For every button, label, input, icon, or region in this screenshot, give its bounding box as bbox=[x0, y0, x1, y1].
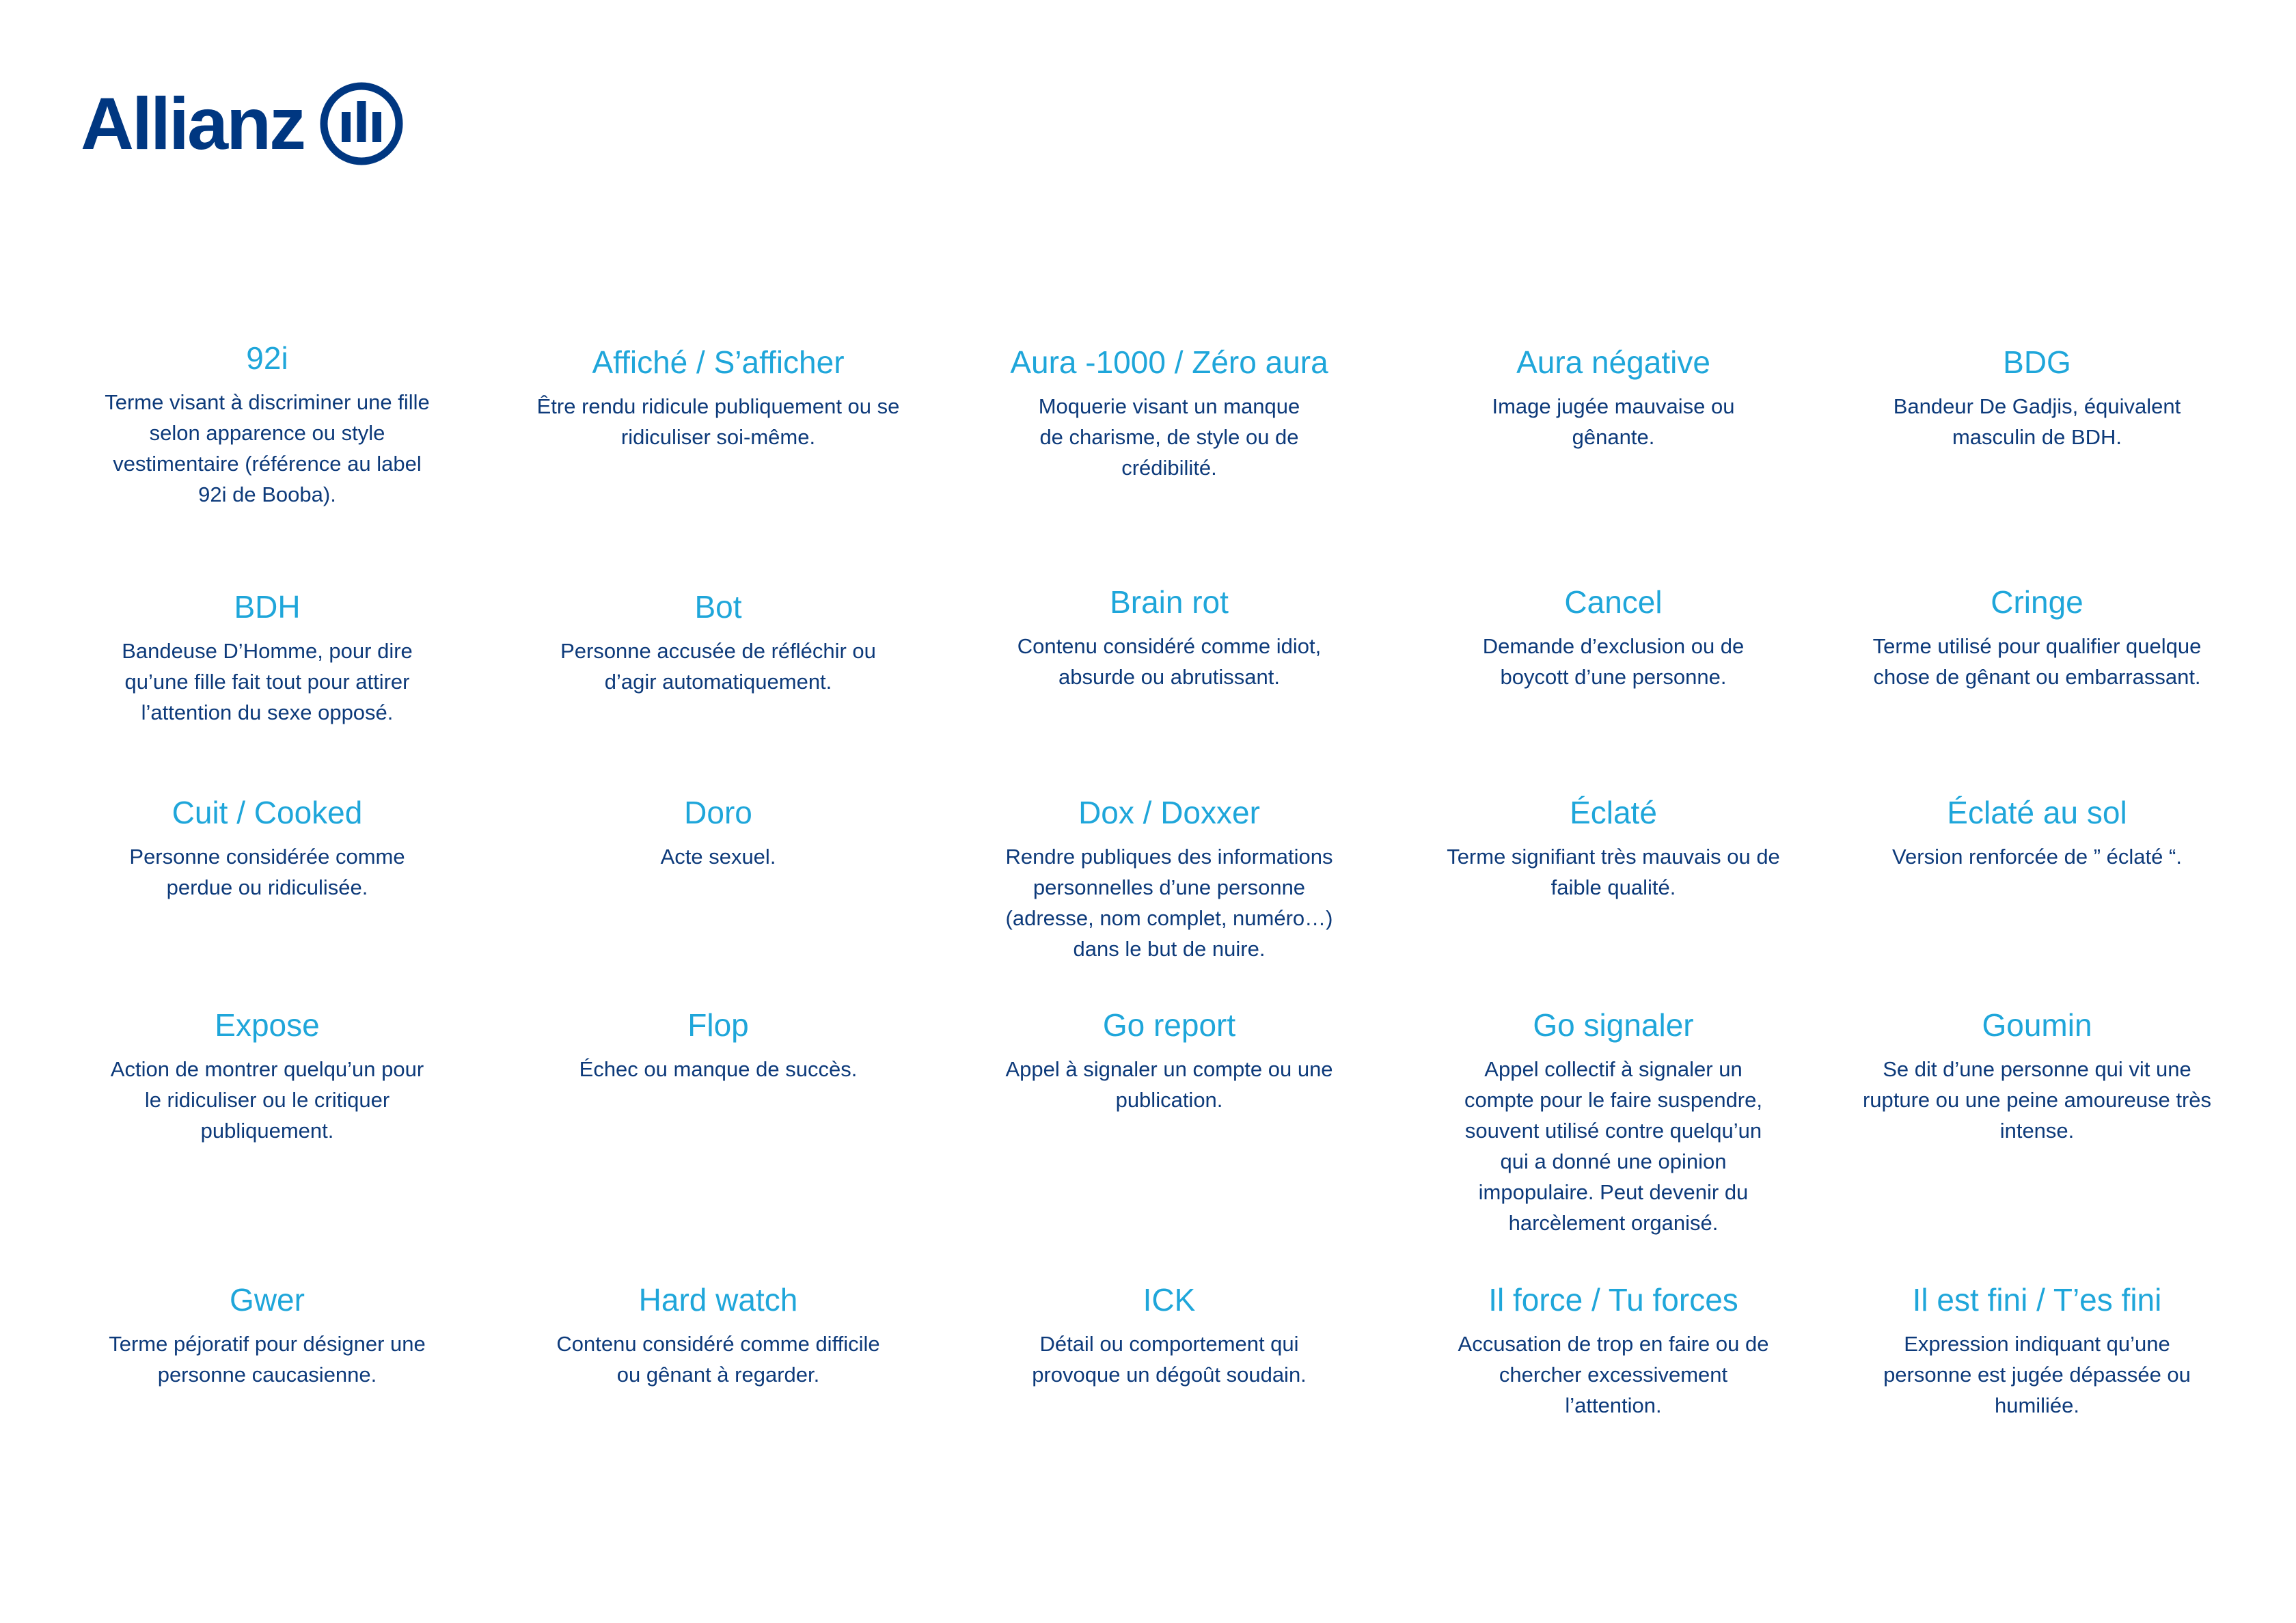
glossary-entry bbox=[1422, 1006, 1805, 1238]
glossary-term: Hard watch bbox=[638, 1282, 798, 1318]
glossary-definition: Action de montrer quelqu’un pour le ridiculiser ou le critiquer publiquement. bbox=[110, 1057, 424, 1143]
glossary-definition: Bandeur De Gadjis, équivalent masculin de BDH. bbox=[1893, 394, 2181, 449]
glossary-term: Gwer bbox=[230, 1282, 305, 1318]
glossary-definition: Contenu considéré comme difficile ou gênant à regarder. bbox=[556, 1332, 880, 1387]
glossary-definition: Échec ou manque de succès. bbox=[579, 1057, 858, 1081]
glossary-term: Éclaté au sol bbox=[1947, 795, 2127, 830]
glossary-term: Cringe bbox=[1991, 584, 2083, 620]
glossary-term: Dox / Doxxer bbox=[1078, 795, 1260, 830]
glossary-entry bbox=[1422, 793, 1805, 903]
glossary-definition: Bandeuse D’Homme, pour dire qu’une fille fait tout pour attirer l’attention du sexe opposé. bbox=[122, 639, 413, 724]
glossary-definition: Se dit d’une personne qui vit une rupture ou une peine amoureuse très intense. bbox=[1862, 1057, 2212, 1143]
glossary-definition: Terme péjoratif pour désigner une personne caucasienne. bbox=[109, 1332, 426, 1387]
glossary-entry bbox=[978, 343, 1361, 483]
glossary-term: Il est fini / T’es fini bbox=[1912, 1282, 2162, 1318]
glossary-entry bbox=[1846, 343, 2228, 452]
glossary-entry bbox=[1846, 1006, 2228, 1146]
glossary-entry bbox=[1422, 583, 1805, 692]
glossary-entry bbox=[1422, 343, 1805, 452]
glossary-term: BDG bbox=[2003, 344, 2071, 380]
glossary-term: Go signaler bbox=[1533, 1007, 1694, 1043]
glossary-definition: Terme visant à discriminer une fille selon apparence ou style vestimentaire (référence au label 92i de Booba). bbox=[105, 390, 430, 506]
glossary-entry bbox=[1422, 1281, 1805, 1421]
glossary-entry bbox=[978, 1006, 1361, 1115]
glossary-entry bbox=[1846, 793, 2228, 872]
glossary-definition: Expression indiquant qu’une personne est jugée dépassée ou humiliée. bbox=[1883, 1332, 2191, 1417]
glossary-definition: Personne accusée de réfléchir ou d’agir automatiquement. bbox=[560, 639, 876, 694]
glossary-definition: Demande d’exclusion ou de boycott d’une personne. bbox=[1482, 634, 1745, 689]
brand-name: Allianz bbox=[81, 81, 305, 165]
glossary-definition: Appel collectif à signaler un compte pour le faire suspendre, souvent utilisé contre quelqu’un qui a donné une opinion impopulaire. Peut devenir du harcèlement organisé. bbox=[1464, 1057, 1762, 1235]
glossary-definition: Personne considérée comme perdue ou ridiculisée. bbox=[129, 845, 405, 899]
glossary-definition: Accusation de trop en faire ou de chercher excessivement l’attention. bbox=[1458, 1332, 1769, 1417]
glossary-definition: Appel à signaler un compte ou une publication. bbox=[1005, 1057, 1333, 1112]
glossary-definition: Version renforcée de ” éclaté “. bbox=[1892, 845, 2182, 869]
glossary-entry bbox=[978, 793, 1361, 964]
glossary-entry bbox=[76, 339, 459, 510]
glossary-term: Brain rot bbox=[1110, 584, 1229, 620]
glossary-term: Expose bbox=[215, 1007, 320, 1043]
glossary-term: Doro bbox=[684, 795, 752, 830]
glossary-term: Affiché / S’afficher bbox=[592, 344, 845, 380]
glossary-term: Aura négative bbox=[1516, 344, 1710, 380]
glossary-entry bbox=[527, 793, 910, 872]
glossary-entry bbox=[1846, 1281, 2228, 1421]
glossary-definition: Acte sexuel. bbox=[660, 845, 776, 869]
glossary-entry bbox=[1846, 583, 2228, 692]
glossary-definition: Image jugée mauvaise ou gênante. bbox=[1492, 394, 1735, 449]
glossary-term: Aura -1000 / Zéro aura bbox=[1010, 344, 1328, 380]
glossary-definition: Moquerie visant un manque de charisme, de style ou de crédibilité. bbox=[1038, 394, 1300, 480]
glossary-entry bbox=[527, 588, 910, 697]
glossary-entry bbox=[527, 343, 910, 452]
glossary-entry bbox=[527, 1281, 910, 1390]
glossary-term: ICK bbox=[1143, 1282, 1196, 1318]
glossary-term: Cuit / Cooked bbox=[172, 795, 363, 830]
glossary-definition: Terme signifiant très mauvais ou de faible qualité. bbox=[1447, 845, 1780, 899]
glossary-entry bbox=[527, 1006, 910, 1085]
glossary-term: Goumin bbox=[1982, 1007, 2092, 1043]
glossary-entry bbox=[76, 793, 459, 903]
glossary-definition: Contenu considéré comme idiot, absurde ou abrutissant. bbox=[1017, 634, 1322, 689]
glossary-definition: Rendre publiques des informations personnelles d’une personne (adresse, nom complet, numéro…) dans le but de nuire. bbox=[1005, 845, 1333, 961]
glossary-term: Go report bbox=[1102, 1007, 1236, 1043]
glossary-entry bbox=[76, 588, 459, 728]
glossary-term: Éclaté bbox=[1570, 795, 1657, 830]
glossary-entry bbox=[76, 1281, 459, 1390]
glossary-term: Flop bbox=[687, 1007, 749, 1043]
glossary-term: Bot bbox=[694, 589, 742, 625]
glossary-term: 92i bbox=[246, 340, 288, 376]
glossary-entry bbox=[978, 1281, 1361, 1390]
glossary-definition: Être rendu ridicule publiquement ou se ridiculiser soi-même. bbox=[536, 394, 900, 449]
glossary-term: Cancel bbox=[1564, 584, 1663, 620]
glossary-definition: Terme utilisé pour qualifier quelque chose de gênant ou embarrassant. bbox=[1872, 634, 2202, 689]
glossary-term: Il force / Tu forces bbox=[1488, 1282, 1738, 1318]
glossary-entry bbox=[76, 1006, 459, 1146]
glossary-definition: Détail ou comportement qui provoque un dégoût soudain. bbox=[1032, 1332, 1307, 1387]
glossary-term: BDH bbox=[234, 589, 301, 625]
glossary-entry bbox=[978, 583, 1361, 692]
